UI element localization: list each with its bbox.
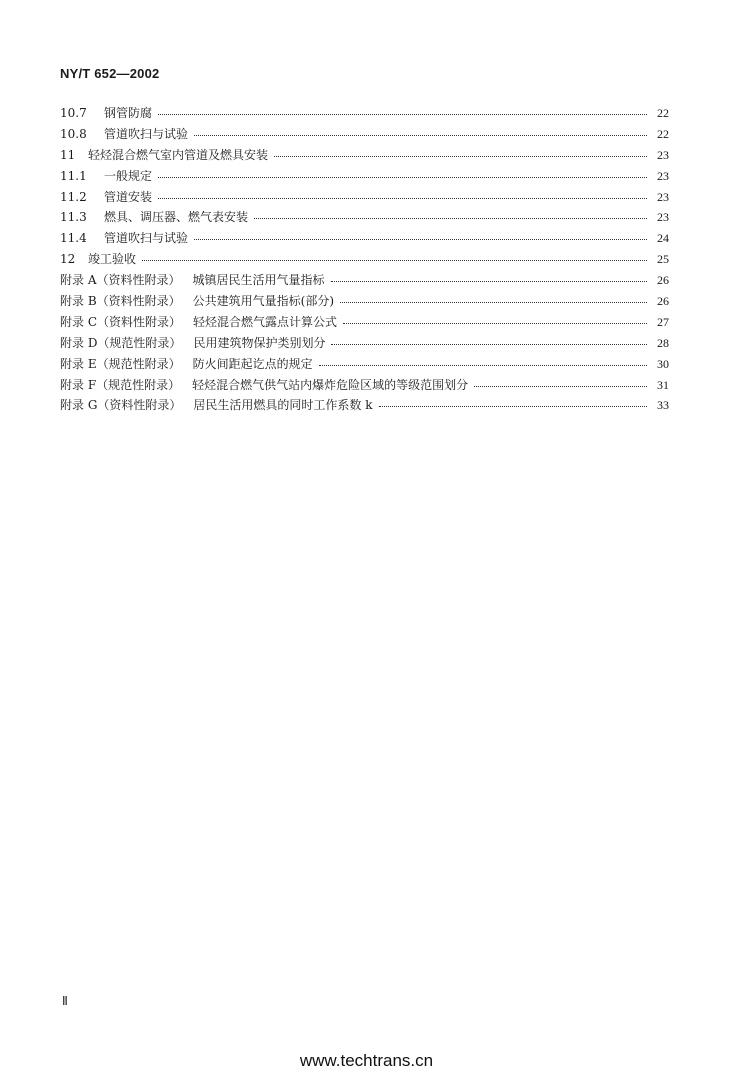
toc-entry-page: 24 (657, 231, 669, 246)
toc-entry-number: 11 (60, 147, 76, 162)
toc-entry[interactable] (60, 396, 669, 417)
toc-entry-title: 居民生活用燃具的同时工作系数 k (193, 398, 373, 413)
toc-entry-title: 燃具、调压器、燃气表安装 (104, 210, 249, 225)
toc-entry-number: 11.3 (60, 210, 87, 225)
toc-entry[interactable] (60, 334, 669, 355)
toc-entry-page: 25 (657, 252, 669, 267)
toc-leader-dots (331, 332, 647, 345)
toc-entry-title: 竣工验收 (88, 252, 137, 267)
toc-leader-dots (254, 206, 647, 219)
toc-entry-page: 26 (657, 273, 669, 288)
toc-leader-dots (474, 374, 647, 387)
toc-appendix-label: 附录 F（规范性附录） (60, 377, 181, 392)
table-of-contents (60, 104, 669, 417)
toc-entry-title: 钢管防腐 (104, 106, 153, 120)
toc-entry-number: 10.8 (60, 126, 87, 141)
toc-entry[interactable] (60, 146, 669, 167)
toc-entry-title: 公共建筑用气量指标(部分) (192, 294, 335, 309)
toc-entry-title: 管道吹扫与试验 (104, 126, 189, 141)
toc-entry-page: 31 (657, 377, 669, 392)
toc-appendix-label: 附录 D（规范性附录） (60, 335, 182, 350)
toc-entry[interactable] (60, 313, 669, 334)
toc-entry-page: 22 (657, 106, 669, 120)
toc-entry[interactable] (60, 355, 669, 376)
toc-leader-dots (142, 248, 647, 261)
toc-entry[interactable] (60, 167, 669, 188)
toc-appendix-label: 附录 G（资料性附录） (60, 398, 182, 413)
toc-entry-number: 11.1 (60, 168, 87, 183)
toc-entry-number: 11.2 (60, 189, 87, 204)
toc-entry[interactable] (60, 188, 669, 209)
toc-entry-number: 10.7 (60, 106, 87, 120)
toc-leader-dots (158, 186, 647, 199)
toc-entry-page: 30 (657, 356, 669, 371)
toc-leader-dots (194, 123, 647, 136)
toc-entry-title: 民用建筑物保护类别划分 (193, 335, 326, 350)
toc-entry-title: 防火间距起讫点的规定 (192, 356, 313, 371)
toc-appendix-label: 附录 E（规范性附录） (60, 356, 181, 371)
toc-entry-page: 33 (657, 398, 669, 413)
toc-entry-page: 23 (657, 210, 669, 225)
page-number: Ⅱ (62, 994, 68, 1008)
toc-leader-dots (274, 144, 647, 157)
toc-leader-dots (194, 227, 647, 240)
toc-entry[interactable] (60, 208, 669, 229)
toc-leader-dots (158, 165, 647, 178)
toc-leader-dots (343, 311, 647, 324)
toc-leader-dots (319, 353, 647, 366)
toc-entry-page: 26 (657, 294, 669, 309)
toc-leader-dots (158, 102, 647, 115)
toc-entry-page: 23 (657, 168, 669, 183)
toc-entry-number: 11.4 (60, 231, 87, 246)
watermark-url: www.techtrans.cn (299, 1051, 434, 1070)
toc-entry-title: 管道安装 (104, 189, 153, 204)
document-code: NY/T 652—2002 (60, 66, 160, 81)
toc-entry-title: 城镇居民生活用气量指标 (192, 273, 325, 288)
toc-entry-title: 轻烃混合燃气供气站内爆炸危险区域的等级范围划分 (192, 377, 469, 392)
toc-entry-page: 23 (657, 189, 669, 204)
toc-entry-page: 28 (657, 335, 669, 350)
toc-appendix-label: 附录 B（资料性附录） (60, 294, 181, 309)
toc-entry[interactable] (60, 376, 669, 397)
toc-entry[interactable] (60, 271, 669, 292)
toc-leader-dots (340, 290, 647, 303)
toc-leader-dots (331, 269, 648, 282)
toc-entry-title: 管道吹扫与试验 (104, 231, 189, 246)
toc-entry-title: 一般规定 (104, 168, 153, 183)
toc-entry[interactable] (60, 125, 669, 146)
toc-entry[interactable] (60, 229, 669, 250)
toc-entry-title: 轻烃混合燃气露点计算公式 (193, 314, 338, 329)
toc-entry-page: 27 (657, 314, 669, 329)
toc-appendix-label: 附录 C（资料性附录） (60, 314, 181, 329)
toc-entry[interactable] (60, 250, 669, 271)
toc-entry-page: 23 (657, 147, 669, 162)
toc-entry-page: 22 (657, 126, 669, 141)
toc-appendix-label: 附录 A（资料性附录） (60, 273, 181, 288)
toc-entry[interactable] (60, 292, 669, 313)
toc-entry-number: 12 (60, 252, 76, 267)
toc-entry-title: 轻烃混合燃气室内管道及燃具安装 (88, 147, 269, 162)
toc-leader-dots (379, 394, 648, 407)
toc-entry[interactable] (60, 104, 669, 125)
